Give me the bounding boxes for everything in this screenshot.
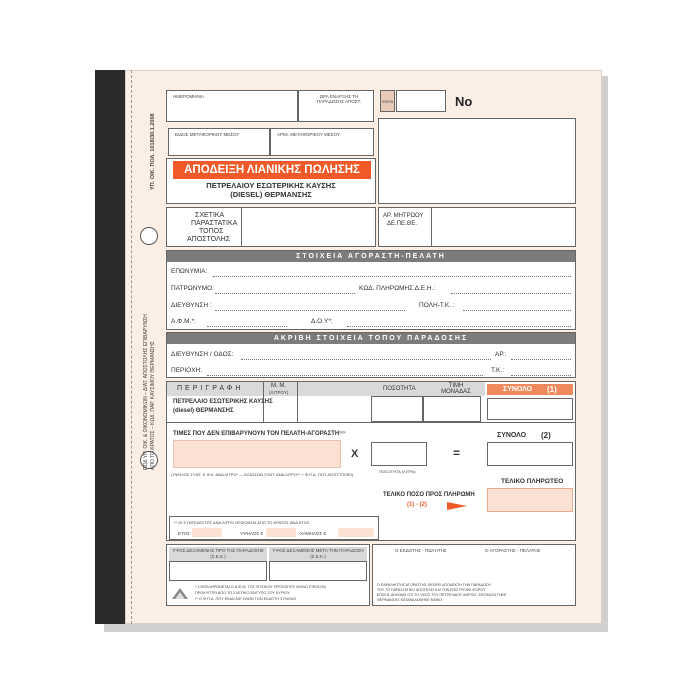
coefficients-box [169,516,379,540]
delivery-street-input[interactable] [241,359,491,360]
excise-breakdown-caption: (ΥΨΗΛΟΣ ΣΥΝΤ. Ε.Φ.Κ. ΑΝΑ ΛΙΤΡΟ* — ΕΛΑΣΣΩΝ ΣΥΝΤ. ΑΝΑ ΛΙΤΡΟ** + Φ.Π.Α. ΠΟΥ ΑΝΤΙΣΤΟΙΧΕΙ) [171,472,354,477]
coefficient-low-input[interactable] [338,528,374,537]
unit-price-header: ΤΙΜΗ ΜΟΝΑΔΑΣ [441,383,471,395]
vehicle-number-field[interactable] [270,128,374,156]
unit-header: Μ. Μ. [271,383,286,389]
total-1-index: (1) [547,385,557,394]
liters-input[interactable] [371,442,427,466]
signatures-section [372,544,576,606]
buyer-section [166,250,576,330]
equals-sign: = [453,446,461,460]
delivery-time-label: ΩΡΑ ΕΝΑΡΞΗΣ ΤΗ ΠΑΡΑΔΟΣΗΣ ΑΠΟΣΤ. [316,94,362,104]
buyer-father-label: ΠΑΤΡΩΝΥΜΟ: [171,285,215,292]
buyer-signature-label: Ο ΑΓΟΡΑΣΤΗΣ - ΠΕΛΑΤΗΣ [485,548,541,553]
items-section [166,381,576,541]
buyer-heading: ΣΤΟΙΧΕΙΑ ΑΓΟΡΑΣΤΗ-ΠΕΛΑΤΗ [167,251,575,262]
multiply-sign: X [351,448,359,460]
coefficient-high-input[interactable] [266,528,296,537]
coefficient-year-label: ΕΤΟΣ [178,531,190,536]
total-2-label: ΣΥΝΟΛΟ [497,432,527,439]
coefficient-year-input[interactable] [192,528,222,537]
signature-note-1: Ο ΠΑΡΑΛΗΠΤΗΣ ΑΓΟΡΑΣΤΗΣ ΘΕΩΡΕΙ ΑΠΟΔΕΚΤΗ ΤΗΝ ΠΑΡΑΔΟΣΗ [377,583,491,587]
product-description-line2: (diesel) ΘΕΡΜΑΝΣΗΣ [173,408,234,414]
date-label: ΗΜΕΡΟΜΗΝΙΑ [173,94,205,99]
perforation-line [131,70,132,624]
issuer-signature-area[interactable] [375,555,473,581]
final-payable-label: ΤΕΛΙΚΟ ΠΛΗΡΩΤΕΟ [501,478,564,485]
tank-note-3: ** Ο Φ.Π.Α. ΠΟΥ ΕΙΝΑΙ ΑΦ' ΟΛΩΝ ΤΟΝ ΕΚΔΟΤΗ ΣΥΝΟΛΟ [195,597,297,601]
buyer-doy-input[interactable] [347,326,571,327]
tank-note-1: * ΣΥΜΠΛΗΡΩΝΕΤΑΙ Ο Α.Φ.Μ. ΤΟΥ ΦΥΣΙΚΟΥ ΠΡΟΣΩΠΟΥ ΜΟΝΟ ΕΦΟΣΟΝ [195,585,326,589]
registry-label: ΑΡ. ΜΗΤΡΩΟΥ [383,213,424,219]
margin-law-text: ΠΟΔ ΥΠ. ΟΙΚ. & ΟΙΚΟΝΟΜΙΚΩΝ – ΔΙΑΤ. ΑΠΟΣΤΟΛΗΣ ΕΠΙΒΑΡΥΝΣΗ [143,314,149,470]
buyer-name-label: ΕΠΩΝΥΜΙΑ: [171,268,208,275]
final-arrow-icon [447,502,467,510]
margin-ministry-code: ΥΠ. ΟΙΚ. ΠΟΛ. 1018/30.1.2008 [150,113,156,190]
tank-before-label: ΥΨΟΣ ΔΕΞΑΜΕΝΗΣ ΠΡΟ ΤΗΣ ΠΑΡΑΔΟΣΗΣ (Σ.Ε.Κ.) [172,548,264,559]
vehicle-type-label: ΕΙΔΟΣ ΜΕΤΑΦΟΡΙΚΟΥ ΜΕΣΟΥ [175,132,240,137]
coefficient-high-label: ΥΨΗΛΟΣ € [240,531,263,536]
delivery-time-field[interactable] [298,90,374,122]
description-header: ΠΕΡΙΓΡΑΦΗ [177,385,244,392]
tank-before-header [169,547,267,561]
total-1-input[interactable] [487,398,573,420]
delivery-number-input[interactable] [511,359,571,360]
quantity-input[interactable] [371,396,423,422]
series-label: ΣΕΙΡΑ [382,99,394,104]
vehicle-number-label: ΑΡΙΘ. ΜΕΤΑΦΟΡΙΚΟΥ ΜΕΣΟΥ [277,132,340,137]
excise-amount-input[interactable] [173,440,341,468]
delivery-area-input[interactable] [207,375,483,376]
tank-after-label: ΥΨΟΣ ΔΕΞΑΜΕΝΗΣ ΜΕΤΑ ΤΗΝ ΠΑΡΑΔΟΣΗ (Σ.Ε.Κ.) [272,548,364,559]
issuer-stamp-area [378,118,576,204]
tank-section [166,544,370,606]
publisher-logo-icon [170,585,190,603]
vehicle-type-field[interactable] [168,128,270,156]
unit-subheader: (ΛΙΤΡΟΥ) [269,390,289,395]
buyer-address-input[interactable] [215,310,405,311]
non-charged-prices-title: ΤΙΜΕΣ ΠΟΥ ΔΕΝ ΕΠΙΒΑΡΥΝΟΥΝ ΤΟΝ ΠΕΛΑΤΗ-ΑΓΟΡΑΣΤΗ [173,431,340,437]
total-2-index: (2) [541,431,551,440]
related-documents-field[interactable] [166,207,376,247]
document-title: ΑΠΟΔΕΙΞΗ ΛΙΑΝΙΚΗΣ ΠΩΛΗΣΗΣ [173,161,371,179]
quantity-header: ΠΟΣΟΤΗΤΑ [383,386,416,392]
final-formula: (1) - (2) [407,502,427,508]
dei-code-input[interactable] [451,293,571,294]
binding-spine [95,70,125,624]
signature-note-3: ΕΠΙΣΗΣ ΔΗΛΩΝΩ ΟΤΙ ΤΟ ΥΨΟΣ ΤΟΥ ΠΕΤΡΕΛΑΙΟΥ ΑΘΡΟΙΣ. ΑΠΟΦΑΣΙΣΤΗΚΕ [377,593,507,597]
buyer-name-input[interactable] [213,276,571,277]
unit-price-input[interactable] [423,396,481,422]
issuer-signature-label: Ο ΕΚΔΟΤΗΣ - ΠΩΛΗΤΗΣ [395,548,447,553]
registry-number-field[interactable] [378,207,576,247]
product-description-line1: ΠΕΤΡΕΛΑΙΟ ΕΣΩΤΕΡΙΚΗΣ ΚΑΥΣΗΣ [173,399,273,405]
buyer-father-input[interactable] [215,293,355,294]
binder-hole-top [140,227,158,245]
delivery-number-label: ΑΡ.: [495,351,507,358]
signature-note-2: ΤΟΥ ΤΟ ΠΑΡΑΣΤΑΤΙΚΟ ΑΠΟΤΕΛΕΙ ΚΑΙ ΤΗΝ ΕΠΙΣΤΡΟΦΗ ΦΟΡΟΥ [377,588,486,592]
total-2-input[interactable] [487,442,573,466]
coefficients-title: ** ΟΙ ΣΥΝΤΕΛΕΣΤΕΣ ΑΝΑ ΛΙΤΡΟ ΟΡΙΖΟΝΤΑΙ ΑΠΟ ΤΟ ΚΡΑΤΟΣ ΑΝΑ ΕΤΟΣ [174,520,310,525]
margin-law-text-2: ΑΠΟ ΤΟ ΚΡΑΤΟΣ – ΚΩΔ. ΠΑΡ. ΚΑΥΣΙΜΟΥ ΘΕΡΜΑΝΣΗΣ [150,341,156,470]
liters-caption: ΠΟΣΟΤΗΤΑ (ΛΙΤΡΑ) [379,469,416,474]
registry-label-2: ΔΕ.ΠΕ.ΘΕ. [387,221,418,227]
delivery-postal-label: Τ.Κ.: [491,367,505,374]
dei-code-label: ΚΩΔ. ΠΛΗΡΩΜΗΣ Δ.Ε.Η.: [359,285,436,292]
buyer-afm-label: Α.Φ.Μ.*: [171,318,196,325]
buyer-afm-input[interactable] [207,326,287,327]
tank-note-2: ΠΡΟΚΥΠΤΕΙ ΑΠΟ ΤΟ ΣΧΕΤΙΚΟ ΕΝΤΥΠΟ ΤΟΥ ΚΥΡΙΟΥ [195,591,290,595]
related-docs-line1: ΣΧΕΤΙΚΑ [195,212,225,219]
coefficient-low-label: ΧΑΜΗΛΟΣ € [300,531,326,536]
title-block [166,158,376,204]
tank-after-input[interactable] [269,561,367,581]
signature-note-4: ΘΕΡΜΑΝΣΗΣ ΚΑΤΑΝΑΛΩΘΗΚΕ ΜΟΝΟ [377,598,442,602]
tank-after-header [269,547,367,561]
final-amount-label: ΤΕΛΙΚΟ ΠΟΣΟ ΠΡΟΣ ΠΛΗΡΩΜΗ [383,492,475,498]
tank-before-input[interactable] [169,561,267,581]
related-docs-line3: ΤΟΠΟΣ [199,228,224,235]
series-tag [380,90,395,112]
buyer-doy-label: Δ.Ο.Υ*: [311,318,333,325]
delivery-heading: ΑΚΡΙΒΗ ΣΤΟΙΧΕΙΑ ΤΟΠΟΥ ΠΑΡΑΔΟΣΗΣ [167,333,575,344]
total-1-tag [487,384,573,395]
delivery-street-label: ΔΙΕΥΘΥΝΣΗ / ΟΔΟΣ: [171,351,234,358]
delivery-postal-input[interactable] [511,375,571,376]
delivery-area-label: ΠΕΡΙΟΧΗ: [171,367,203,374]
buyer-address-label: ΔΙΕΥΘΥΝΣΗ : [171,302,212,309]
delivery-section [166,332,576,378]
arrow-icon: ›››››››› [337,430,345,436]
date-field[interactable] [166,90,298,122]
series-field[interactable] [396,90,446,112]
document-subtitle-1: ΠΕΤΡΕΛΑΙΟΥ ΕΣΩΤΕΡΙΚΗΣ ΚΑΥΣΗΣ [206,181,336,190]
related-docs-line2: ΠΑΡΑΣΤΑΤΙΚΑ [191,220,238,227]
final-payable-input[interactable] [487,488,573,512]
related-docs-line4: ΑΠΟΣΤΟΛΗΣ [187,236,231,243]
document-subtitle-2: (DIESEL) ΘΕΡΜΑΝΣΗΣ [230,190,312,199]
buyer-signature-area[interactable] [475,555,573,581]
total-1-label: ΣΥΝΟΛΟ [503,386,533,393]
buyer-city-input[interactable] [463,310,571,311]
buyer-city-label: ΠΟΛΗ-Τ.Κ. : [419,302,455,309]
receipt-number-label: Νο [455,94,473,109]
